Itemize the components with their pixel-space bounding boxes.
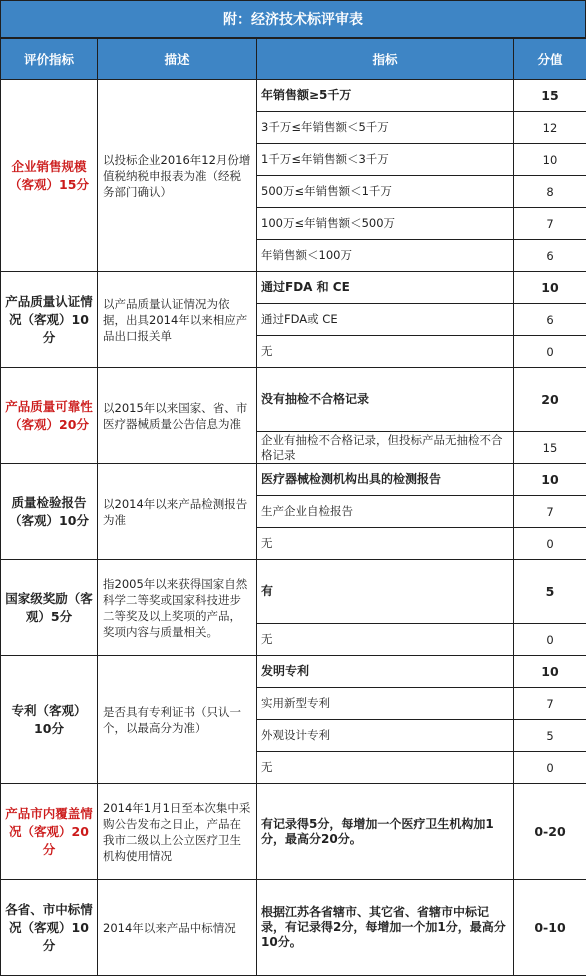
table-row <box>1 656 586 688</box>
table-row <box>1 560 586 624</box>
indicator-cell: 100万≤年销售额＜500万 <box>257 208 514 240</box>
description-cell: 2014年以来产品中标情况 <box>98 880 257 976</box>
criterion-cell: 质量检验报告（客观）10分 <box>1 464 98 560</box>
indicator-cell: 实用新型专利 <box>257 688 514 720</box>
criterion-cell: 产品质量可靠性（客观）20分 <box>1 368 98 464</box>
description-cell: 以2014年以来产品检测报告为准 <box>98 464 257 560</box>
score-cell: 6 <box>514 304 586 336</box>
indicator-cell: 医疗器械检测机构出具的检测报告 <box>257 464 514 496</box>
indicator-cell: 生产企业自检报告 <box>257 496 514 528</box>
indicator-cell: 500万≤年销售额＜1千万 <box>257 176 514 208</box>
criterion-cell: 国家级奖励（客观）5分 <box>1 560 98 656</box>
indicator-cell: 年销售额≥5千万 <box>257 80 514 112</box>
indicator-cell: 根据江苏各省辖市、其它省、省辖市中标记录，有记录得2分，每增加一个加1分，最高分10分。 <box>257 880 514 976</box>
header-score: 分值 <box>514 39 586 80</box>
description-cell: 指2005年以来获得国家自然科学二等奖或国家科技进步二等奖及以上奖项的产品，奖项内容与质量相关。 <box>98 560 257 656</box>
indicator-cell: 通过FDA 和 CE <box>257 272 514 304</box>
score-cell: 7 <box>514 688 586 720</box>
score-cell: 15 <box>514 432 586 464</box>
score-cell: 12 <box>514 112 586 144</box>
score-cell: 7 <box>514 208 586 240</box>
table-row <box>1 272 586 304</box>
description-cell: 以2015年以来国家、省、市医疗器械质量公告信息为准 <box>98 368 257 464</box>
criterion-cell: 企业销售规模（客观）15分 <box>1 80 98 272</box>
score-cell: 0-10 <box>514 880 586 976</box>
criterion-cell: 产品质量认证情况（客观）10分 <box>1 272 98 368</box>
table-row <box>1 80 586 112</box>
indicator-cell: 无 <box>257 624 514 656</box>
header-description: 描述 <box>98 39 257 80</box>
score-cell: 8 <box>514 176 586 208</box>
indicator-cell: 没有抽检不合格记录 <box>257 368 514 432</box>
table-row <box>1 784 586 880</box>
indicator-cell: 有记录得5分，每增加一个医疗卫生机构加1分，最高分20分。 <box>257 784 514 880</box>
description-cell: 以投标企业2016年12月份增值税纳税申报表为准（经税务部门确认） <box>98 80 257 272</box>
score-cell: 0 <box>514 528 586 560</box>
description-cell: 是否具有专利证书（只认一个，以最高分为准） <box>98 656 257 784</box>
indicator-cell: 无 <box>257 528 514 560</box>
score-cell: 0 <box>514 336 586 368</box>
table-row <box>1 368 586 432</box>
indicator-cell: 无 <box>257 752 514 784</box>
indicator-cell: 发明专利 <box>257 656 514 688</box>
criterion-cell: 专利（客观）10分 <box>1 656 98 784</box>
score-cell: 10 <box>514 144 586 176</box>
indicator-cell: 3千万≤年销售额＜5千万 <box>257 112 514 144</box>
score-cell: 0-20 <box>514 784 586 880</box>
table-row <box>1 464 586 496</box>
description-cell: 2014年1月1日至本次集中采购公告发布之日止，产品在我市二级以上公立医疗卫生机构使用情况 <box>98 784 257 880</box>
indicator-cell: 1千万≤年销售额＜3千万 <box>257 144 514 176</box>
score-cell: 0 <box>514 752 586 784</box>
score-cell: 5 <box>514 720 586 752</box>
table-row <box>1 880 586 976</box>
indicator-cell: 无 <box>257 336 514 368</box>
table-body <box>1 80 586 976</box>
score-cell: 7 <box>514 496 586 528</box>
header-row <box>1 39 586 80</box>
indicator-cell: 有 <box>257 560 514 624</box>
score-cell: 15 <box>514 80 586 112</box>
indicator-cell: 企业有抽检不合格记录，但投标产品无抽检不合格记录 <box>257 432 514 464</box>
score-cell: 5 <box>514 560 586 624</box>
evaluation-table <box>0 38 586 976</box>
score-cell: 0 <box>514 624 586 656</box>
criterion-cell: 各省、市中标情况（客观）10分 <box>1 880 98 976</box>
indicator-cell: 通过FDA或 CE <box>257 304 514 336</box>
indicator-cell: 外观设计专利 <box>257 720 514 752</box>
indicator-cell: 年销售额＜100万 <box>257 240 514 272</box>
criterion-cell: 产品市内覆盖情况（客观）20分 <box>1 784 98 880</box>
score-cell: 20 <box>514 368 586 432</box>
score-cell: 10 <box>514 272 586 304</box>
score-cell: 6 <box>514 240 586 272</box>
header-criteria: 评价指标 <box>1 39 98 80</box>
score-cell: 10 <box>514 464 586 496</box>
header-indicator: 指标 <box>257 39 514 80</box>
description-cell: 以产品质量认证情况为依据，出具2014年以来相应产品出口报关单 <box>98 272 257 368</box>
table-title: 附：经济技术标评审表 <box>0 0 586 38</box>
score-cell: 10 <box>514 656 586 688</box>
